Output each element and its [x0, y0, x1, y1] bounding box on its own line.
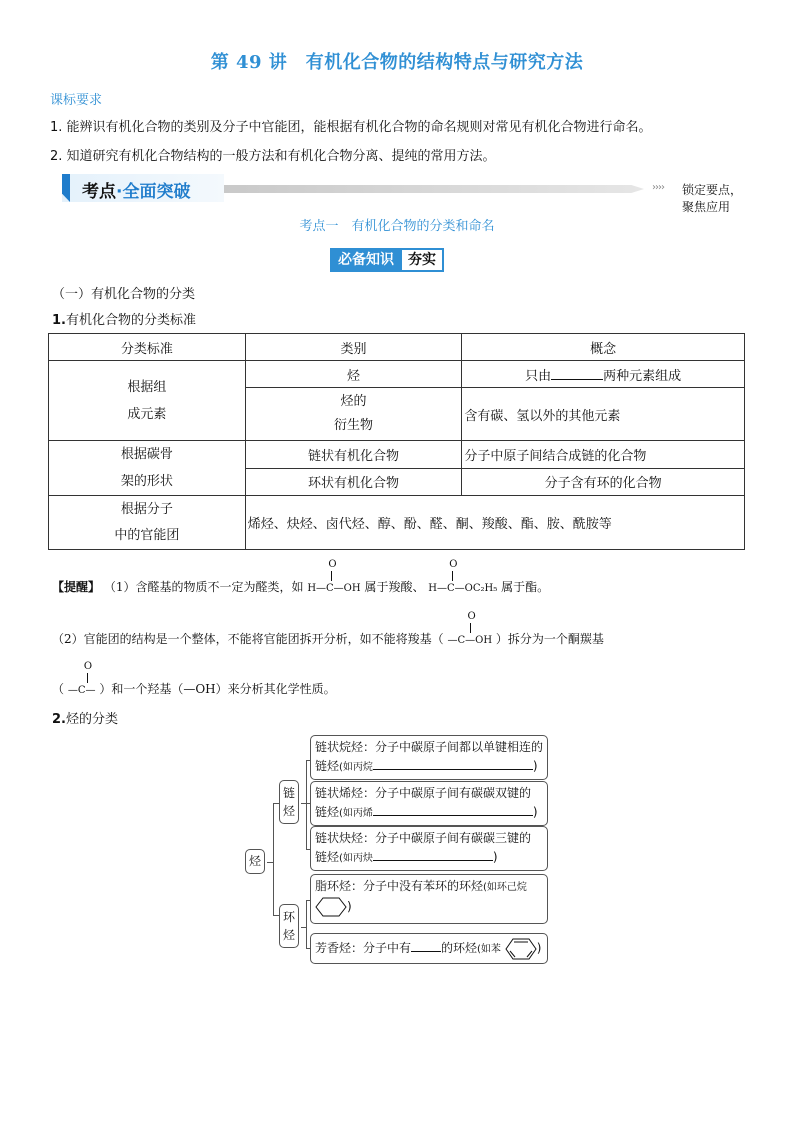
concept-text: 只由 — [525, 368, 552, 384]
table-cell-concept: 分子含有环的化合物 — [462, 468, 745, 496]
oxygen-label: O — [328, 559, 337, 570]
table-row — [49, 361, 745, 388]
table-cell-class: 烃 — [245, 361, 462, 388]
tree-text: 链烃 — [315, 850, 340, 864]
table-cell-class: 链状有机化合物 — [245, 441, 462, 469]
tree-text: (如苯 — [477, 944, 501, 955]
reminder-text: ）拆分为一个酮羰基 — [495, 632, 604, 646]
table-cell-concept: 烯烃、炔烃、卤代烃、醇、酚、醛、酮、羧酸、酯、胺、酰胺等 — [245, 496, 744, 550]
subheading-1 — [52, 309, 196, 328]
table-row — [49, 441, 745, 469]
criterion-line: 根据分子 — [120, 501, 173, 517]
formula-carboxyl — [447, 611, 493, 646]
banner-arrows-icon: ›››› — [652, 182, 664, 193]
subheading-1-text: 有机化合物的分类标准 — [65, 313, 196, 328]
tree-text: (如丙烷 — [339, 762, 373, 773]
banner-title — [82, 177, 190, 202]
tree-text: 链烃 — [315, 759, 340, 773]
tree-line — [315, 848, 543, 868]
banner-line — [224, 185, 644, 193]
tree-line — [315, 757, 543, 777]
reminder-text: 属于酯。 — [501, 580, 550, 594]
topic-heading: 考点一 有机化合物的分类和命名 — [299, 219, 495, 234]
tree-aromatic — [310, 933, 548, 964]
tree-line — [315, 803, 543, 823]
benzene-icon — [505, 938, 537, 960]
criterion-line: 根据碳骨 — [120, 447, 173, 462]
cyclohexane-icon — [315, 897, 347, 917]
tree-root: 烃 — [245, 849, 265, 874]
reminder-text: （2）官能团的结构是一个整体，不能将官能团拆开分析，如不能将羧基（ — [52, 632, 444, 646]
oxygen-label: O — [449, 559, 458, 570]
tree-text: 芳香烃：分子中有 — [315, 941, 412, 955]
tree-alkane — [310, 735, 548, 780]
oxygen-label: O — [83, 661, 93, 672]
double-bond-line — [452, 571, 453, 581]
class-line: 烃的 — [340, 394, 367, 409]
table-cell-criterion — [49, 361, 246, 441]
tree-text: 的环烃 — [441, 941, 478, 955]
classification-table — [48, 333, 745, 550]
formula-carbonyl — [67, 661, 96, 696]
formula-formic-acid — [307, 559, 361, 594]
table-cell-concept: 含有碳、氢以外的其他元素 — [462, 388, 745, 441]
tree-line — [315, 897, 543, 917]
table-header: 概念 — [462, 334, 745, 361]
tree-ring: 环烃 — [279, 904, 299, 948]
tree-alkyne — [310, 826, 548, 871]
double-bond-line — [87, 673, 88, 683]
reminder-paragraph-1 — [52, 559, 550, 595]
table-cell-criterion — [49, 441, 246, 496]
table-cell-concept — [462, 361, 745, 388]
curriculum-item-1: 1. 能辨识有机化合物的类别及分子中官能团，能根据有机化合物的命名规则对常见有机化合物进行命名。 — [50, 120, 652, 135]
tree-text: ) — [532, 759, 538, 773]
reminder-paragraph-2 — [52, 611, 604, 647]
formula-text: —C—OH — [447, 635, 493, 646]
tree-connector — [306, 760, 307, 849]
tree-text: 链状烷烃：分子中碳原子间都以单键相连的 — [315, 740, 544, 754]
banner-subtitle: 锁定要点，聚焦应用 — [682, 183, 743, 214]
tree-text: (如丙烯 — [339, 808, 373, 819]
formula-ethyl-formate — [428, 559, 498, 594]
banner-part1: 考点 — [82, 182, 116, 202]
table-cell-class — [245, 388, 462, 441]
banner-part2: 全面突破 — [122, 182, 191, 202]
section-heading: （一）有机化合物的分类 — [52, 287, 196, 302]
table-cell-concept: 分子中原子间结合成链的化合物 — [462, 441, 745, 469]
criterion-line: 架的形状 — [120, 474, 173, 489]
reminder-text: （1）含醛基的物质不一定为醛类，如 — [103, 580, 304, 594]
class-line: 衍生物 — [334, 418, 374, 433]
double-bond-line — [331, 571, 332, 581]
section-banner — [62, 174, 743, 214]
criterion-line: 中的官能团 — [114, 527, 180, 543]
table-header-row — [49, 334, 745, 361]
criterion-line: 成元素 — [127, 406, 167, 422]
reminder-text: 属于羧酸、 — [364, 580, 425, 594]
badge-right: 夯实 — [400, 248, 444, 272]
fill-blank[interactable] — [373, 757, 533, 770]
fill-blank[interactable] — [373, 848, 493, 861]
tree-connector — [306, 900, 307, 948]
double-bond-line — [470, 623, 471, 633]
tree-alkene — [310, 781, 548, 826]
tree-text: 链烃 — [315, 805, 340, 819]
subheading-2-text: 烃的分类 — [65, 712, 118, 727]
oxygen-label: O — [467, 611, 476, 622]
subheading-2-num: 2. — [52, 712, 66, 727]
concept-text: 两种元素组成 — [603, 368, 682, 384]
subheading-2 — [52, 708, 118, 727]
tree-text: ) — [347, 899, 352, 914]
tree-text: 链状炔烃：分子中碳原子间有碳碳三键的 — [315, 831, 532, 845]
table-header: 类别 — [245, 334, 462, 361]
table-cell-class: 环状有机化合物 — [245, 468, 462, 496]
tree-connector — [273, 803, 274, 915]
fill-blank[interactable] — [373, 803, 533, 816]
tree-text: ) — [532, 805, 538, 819]
criterion-line: 根据组 — [127, 379, 167, 395]
curriculum-item-2: 2. 知道研究有机化合物结构的一般方法和有机化合物分离、提纯的常用方法。 — [50, 149, 496, 164]
formula-text: —C— — [67, 685, 96, 696]
knowledge-badge — [330, 248, 444, 272]
formula-text: H—C—OH — [307, 583, 361, 594]
fill-blank[interactable] — [411, 939, 441, 952]
table-row — [49, 496, 745, 550]
table-cell-criterion — [49, 496, 246, 550]
tree-alicyclic — [310, 874, 548, 924]
reminder-text: （ — [52, 682, 65, 696]
tree-text: (如环己烷 — [483, 882, 527, 893]
tree-text: (如丙炔 — [339, 853, 373, 864]
curriculum-heading: 课标要求 — [50, 93, 103, 108]
reminder-text: ）和一个羟基（—OH）来分析其化学性质。 — [99, 682, 336, 696]
subheading-1-num: 1. — [52, 313, 66, 328]
tree-text: 脂环烃：分子中没有苯环的环烃 — [315, 879, 484, 893]
tree-line — [315, 877, 543, 897]
reminder-label: 【提醒】 — [52, 580, 101, 594]
badge-left: 必备知识 — [330, 248, 402, 272]
tree-chain: 链烃 — [279, 780, 299, 824]
page-title: 第 49 讲 有机化合物的结构特点与研究方法 — [210, 52, 584, 73]
reminder-paragraph-3 — [52, 661, 336, 697]
table-header: 分类标准 — [49, 334, 246, 361]
formula-text: H—C—OC₂H₅ — [428, 583, 498, 594]
tree-text: 链状烯烃：分子中碳原子间有碳碳双键的 — [315, 786, 532, 800]
banner-dot: · — [116, 182, 123, 202]
tree-text: ) — [492, 850, 498, 864]
fill-blank[interactable] — [551, 367, 603, 380]
tree-text: ) — [536, 941, 542, 955]
